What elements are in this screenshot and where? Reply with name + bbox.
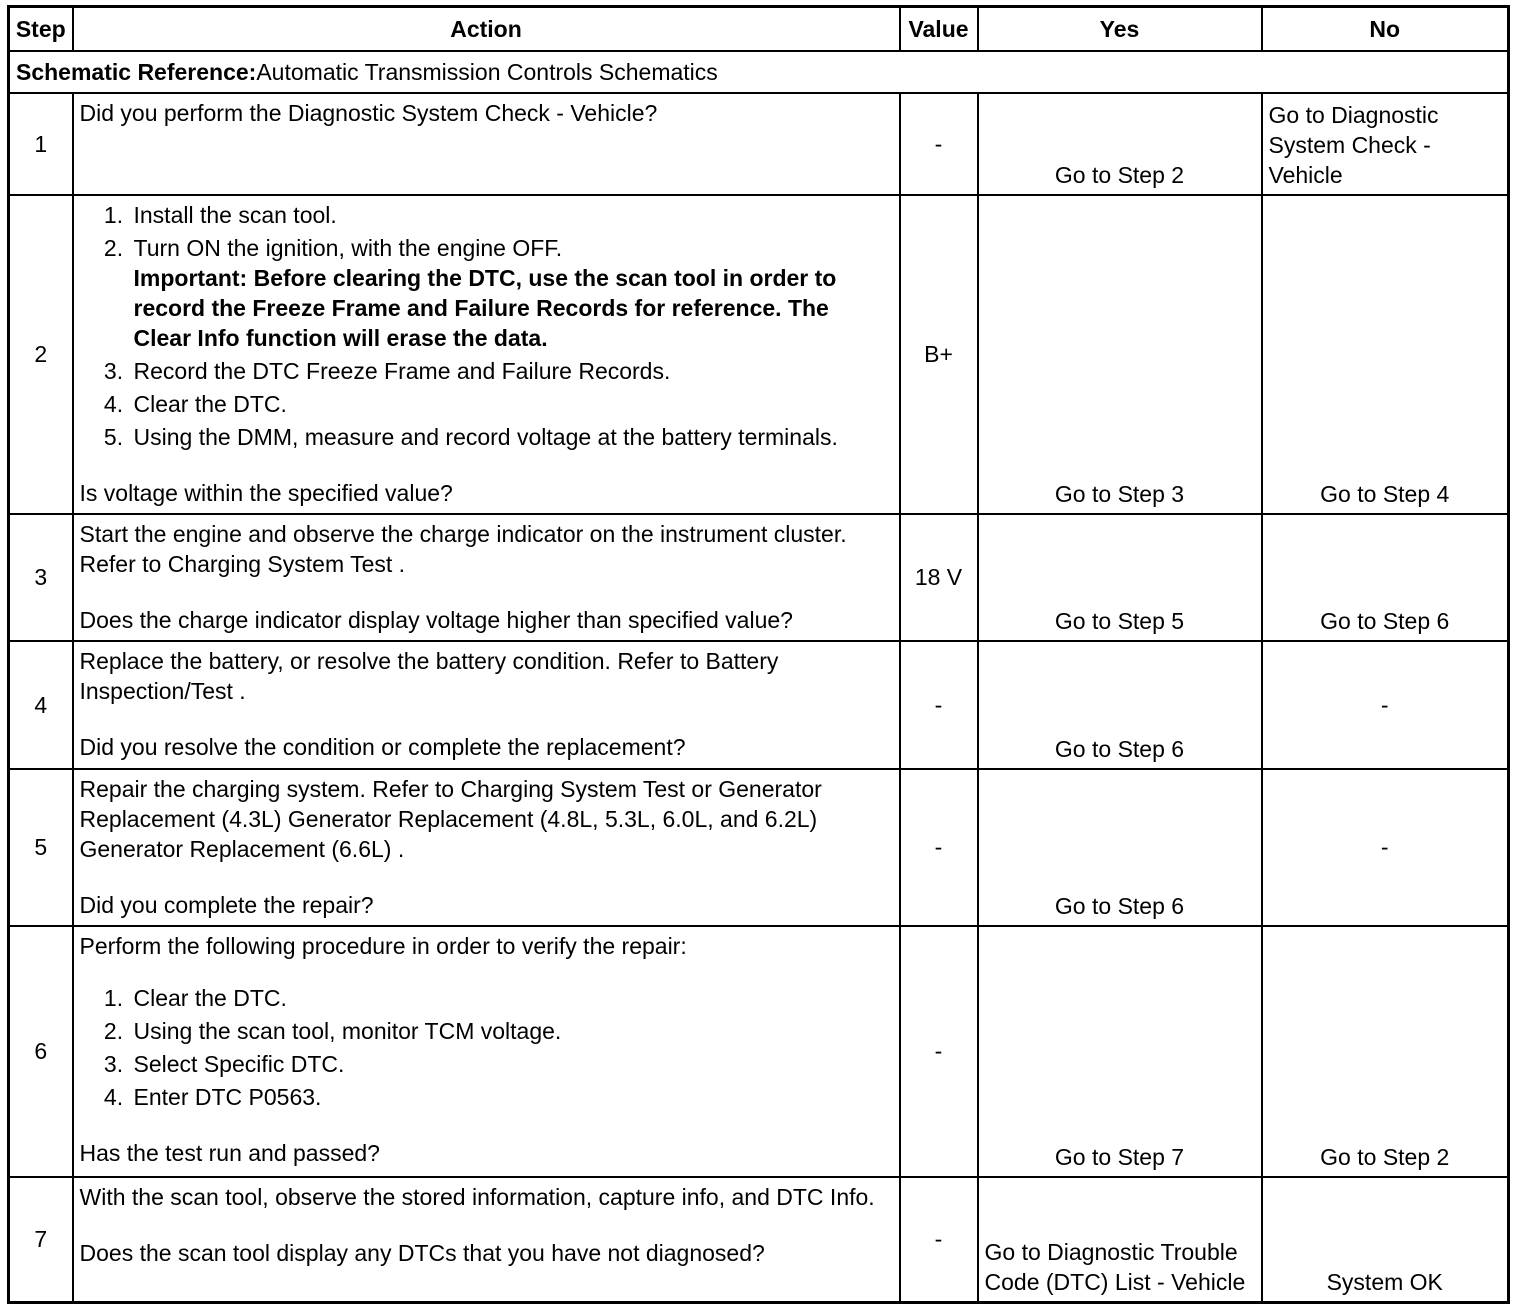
- question-text: Did you complete the repair?: [79, 891, 374, 918]
- question-text: Does the charge indicator display voltage higher than specified value?: [79, 606, 793, 633]
- question-text: Is voltage within the specified value?: [79, 479, 453, 506]
- procedure-list: [80, 200, 893, 452]
- step-number: 6: [9, 926, 73, 1177]
- step-number: 2: [9, 195, 73, 514]
- diagnostic-table: [7, 5, 1510, 1304]
- value-cell: -: [900, 641, 978, 769]
- no-cell: -: [1262, 769, 1509, 926]
- yes-cell[interactable]: Go to Step 5: [978, 514, 1262, 641]
- action-text: Replace the battery, or resolve the battery condition. Refer to Battery Inspection/Test .: [79, 647, 779, 704]
- value-cell: -: [900, 93, 978, 195]
- value-cell: -: [900, 1177, 978, 1303]
- no-cell[interactable]: Go to Step 4: [1262, 195, 1509, 514]
- important-note: Important: Before clearing the DTC, use the scan tool in order to record the Freeze Frame and Failure Records for reference. The Clear Info function will erase the data.: [133, 264, 837, 351]
- header-action: Action: [73, 7, 900, 51]
- list-item: 3. Select Specific DTC.: [130, 1049, 893, 1079]
- header-value: Value: [900, 7, 978, 51]
- action-text: With the scan tool, observe the stored information, capture info, and DTC Info.: [79, 1183, 875, 1210]
- table-row: [9, 926, 1509, 1177]
- schematic-label: Schematic Reference:: [16, 58, 257, 85]
- table-row: [9, 195, 1509, 514]
- header-no: No: [1262, 7, 1509, 51]
- no-cell[interactable]: Go to Step 2: [1262, 926, 1509, 1177]
- value-cell: -: [900, 769, 978, 926]
- action-cell: [73, 769, 900, 926]
- header-step: Step: [9, 7, 73, 51]
- list-item: 2. Turn ON the ignition, with the engine OFF. Important: Before clearing the DTC, use the scan tool in order to record the Freeze Frame and Failure Records for reference. The Clear Info function will erase the data.: [130, 233, 893, 353]
- step-number: 4: [9, 641, 73, 769]
- value-cell: 18 V: [900, 514, 978, 641]
- yes-cell[interactable]: Go to Step 2: [978, 93, 1262, 195]
- step-number: 1: [9, 93, 73, 195]
- header-yes: Yes: [978, 7, 1262, 51]
- header-row: [9, 7, 1509, 51]
- no-cell: -: [1262, 641, 1509, 769]
- table-row: [9, 1177, 1509, 1303]
- yes-cell[interactable]: Go to Step 3: [978, 195, 1262, 514]
- step-number: 5: [9, 769, 73, 926]
- value-cell: -: [900, 926, 978, 1177]
- action-cell: [73, 514, 900, 641]
- yes-cell[interactable]: Go to Step 6: [978, 641, 1262, 769]
- action-cell: [73, 93, 900, 195]
- list-item: 3. Record the DTC Freeze Frame and Failure Records.: [130, 356, 893, 386]
- table-row: [9, 641, 1509, 769]
- list-item: 1. Install the scan tool.: [130, 200, 893, 230]
- list-item: 5. Using the DMM, measure and record voltage at the battery terminals.: [130, 422, 893, 452]
- question-text: Has the test run and passed?: [79, 1139, 380, 1166]
- action-cell: [73, 195, 900, 514]
- table-row: [9, 93, 1509, 195]
- schematic-reference: [9, 51, 1509, 93]
- table-row: [9, 514, 1509, 641]
- action-cell: [73, 1177, 900, 1303]
- procedure-list: [80, 983, 893, 1112]
- yes-cell[interactable]: Go to Step 7: [978, 926, 1262, 1177]
- yes-cell[interactable]: Go to Diagnostic Trouble Code (DTC) List - Vehicle: [978, 1177, 1262, 1303]
- action-text: Start the engine and observe the charge indicator on the instrument cluster. Refer to Charging System Test .: [79, 520, 847, 577]
- question-text: Did you resolve the condition or complete the replacement?: [79, 733, 686, 760]
- list-item: 4. Enter DTC P0563.: [130, 1082, 893, 1112]
- table-row: [9, 769, 1509, 926]
- action-text: Repair the charging system. Refer to Charging System Test or Generator Replacement (4.3L) Generator Replacement (4.8L, 5.3L, 6.0L, and 6.2L) Generator Replacement (6.6L) .: [79, 775, 822, 862]
- no-cell: System OK: [1262, 1177, 1509, 1303]
- no-cell[interactable]: Go to Step 6: [1262, 514, 1509, 641]
- list-item: 4. Clear the DTC.: [130, 389, 893, 419]
- step-number: 3: [9, 514, 73, 641]
- value-cell: B+: [900, 195, 978, 514]
- yes-cell[interactable]: Go to Step 6: [978, 769, 1262, 926]
- step-number: 7: [9, 1177, 73, 1303]
- list-item: 2. Using the scan tool, monitor TCM voltage.: [130, 1016, 893, 1046]
- question-text: Does the scan tool display any DTCs that you have not diagnosed?: [79, 1239, 765, 1266]
- action-cell: [73, 926, 900, 1177]
- schematic-row: [9, 51, 1509, 93]
- schematic-link[interactable]: Automatic Transmission Controls Schematics: [256, 58, 718, 85]
- action-text: Did you perform the Diagnostic System Check - Vehicle?: [79, 99, 658, 126]
- no-cell[interactable]: Go to Diagnostic System Check - Vehicle: [1262, 93, 1509, 195]
- action-cell: [73, 641, 900, 769]
- action-text: Perform the following procedure in order to verify the repair:: [79, 932, 687, 959]
- list-item: 1. Clear the DTC.: [130, 983, 893, 1013]
